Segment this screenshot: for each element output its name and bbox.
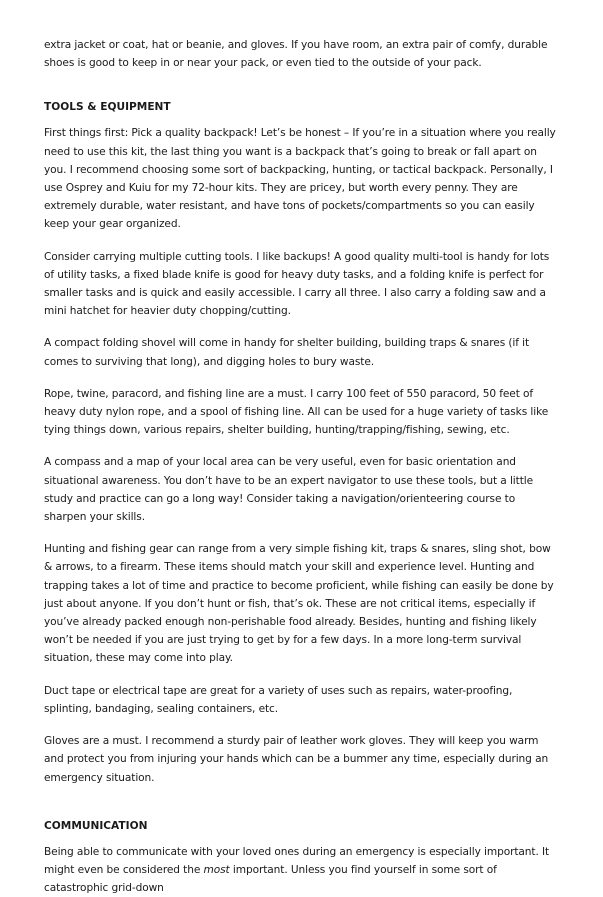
- rope-paragraph: Rope, twine, paracord, and fishing line are a must. I carry 100 feet of 550 paracord, 50 feet of heavy duty nylon rope, and a spool of fishing line. All can be used for a huge variety of tasks like tying things down, various repairs, shelter building, hunting/trapping/fishing, sewing, etc.: [44, 387, 549, 437]
- communication-paragraph: [44, 843, 559, 897]
- gloves-paragraph: Gloves are a must. I recommend a sturdy pair of leather work gloves. They will keep you warm and protect you from injuring your hands which can be a bummer any time, especially during an emergency situation.: [44, 735, 549, 784]
- backpack-paragraph: First things first: Pick a quality backpack! Let’s be honest – If you’re in a situation where you really need to use this kit, the last thing you want is a backpack that’s going to break or fall apart on you. I recommend choosing some sort of backpacking, hunting, or tactical backpack. Personally, I use Osprey and Kuiu for my 72-hour kits. They are pricey, but worth every penny. They are extremely durable, water resistant, and have tons of pockets/compartments so you can easily keep your gear organized.: [44, 127, 556, 231]
- tape-paragraph: Duct tape or electrical tape are great for a variety of uses such as repairs, water-proofing, splinting, bandaging, sealing containers, etc.: [44, 684, 513, 715]
- tools-equipment-heading: TOOLS & EQUIPMENT: [44, 101, 171, 114]
- communication-text-start: Being able to communicate with your loved ones during an emergency is especially important. It might even be considered the: [44, 845, 550, 876]
- communication-heading: COMMUNICATION: [44, 819, 148, 832]
- hunting-fishing-paragraph: Hunting and fishing gear can range from a very simple fishing kit, traps & snares, sling shot, bow & arrows, to a firearm. These items should match your skill and experience level. Hunting and trapping takes a lot of time and practice to become proficient, while fishing can easily be done by just about anyone. If you don’t hunt or fish, that’s ok. These are not critical items, especially if you’ve already packed enough non-perishable food already. Besides, hunting and fishing likely won’t be needed if you are just trying to get by for a few days. In a more long-term survival situation, these may come into play.: [44, 543, 554, 665]
- cutting-tools-paragraph: Consider carrying multiple cutting tools. I like backups! A good quality multi-tool is handy for lots of utility tasks, a fixed blade knife is good for heavy duty tasks, and a folding knife is perfect for smaller tasks and is quick and easily accessible. I carry all three. I also carry a folding saw and a mini hatchet for heavier duty chopping/cutting.: [44, 250, 550, 318]
- intro-paragraph: extra jacket or coat, hat or beanie, and gloves. If you have room, an extra pair of comfy, durable shoes is good to keep in or near your pack, or even tied to the outside of your pack.: [44, 39, 548, 70]
- communication-emphasis: most: [203, 863, 230, 876]
- shovel-paragraph: A compact folding shovel will come in handy for shelter building, building traps & snares (if it comes to surviving that long), and digging holes to bury waste.: [44, 337, 530, 368]
- communication-text-end: important. Unless you find yourself in some sort of catastrophic grid-down: [44, 863, 497, 895]
- compass-map-paragraph: A compass and a map of your local area can be very useful, even for basic orientation and situational awareness. You don’t have to be an expert navigator to use these tools, but a little study and practice can go a long way! Consider taking a navigation/orienteering course to sharpen your skills.: [44, 456, 534, 524]
